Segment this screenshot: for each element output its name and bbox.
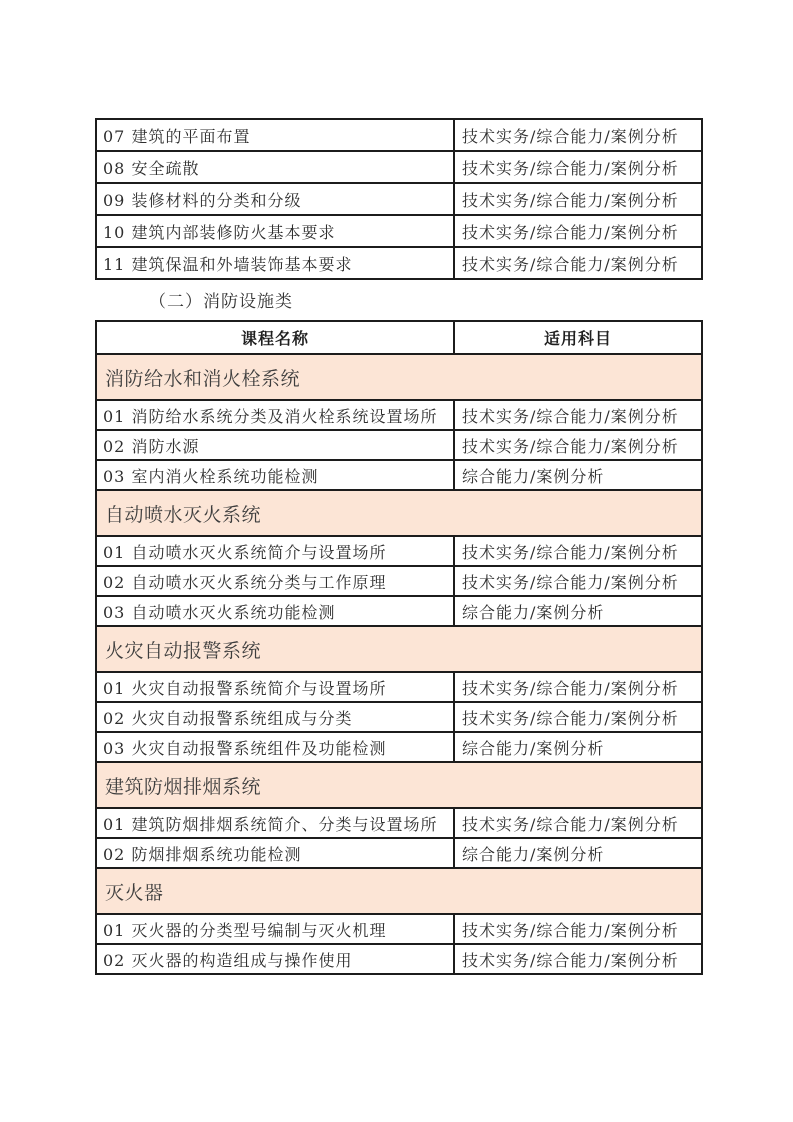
subjects-cell: 技术实务/综合能力/案例分析 [454,215,702,247]
subjects-cell: 技术实务/综合能力/案例分析 [454,808,702,838]
subjects-cell: 技术实务/综合能力/案例分析 [454,151,702,183]
section-title-cell: 火灾自动报警系统 [96,626,702,672]
table-row [96,215,702,247]
course-cell: 10 建筑内部装修防火基本要求 [96,215,454,247]
course-cell: 02 火灾自动报警系统组成与分类 [96,702,454,732]
table-row [96,183,702,215]
subjects-cell: 技术实务/综合能力/案例分析 [454,400,702,430]
table-row [96,460,702,490]
table-row [96,151,702,183]
table-row [96,119,702,151]
course-cell: 09 装修材料的分类和分级 [96,183,454,215]
table-header-row [96,321,702,354]
course-cell: 07 建筑的平面布置 [96,119,454,151]
course-cell: 03 室内消火栓系统功能检测 [96,460,454,490]
section-header-row [96,490,702,536]
table-row [96,536,702,566]
table-row [96,566,702,596]
course-cell: 03 火灾自动报警系统组件及功能检测 [96,732,454,762]
course-cell: 02 自动喷水灭火系统分类与工作原理 [96,566,454,596]
building-fire-courses-table [95,118,703,280]
table-row [96,808,702,838]
section-title-cell: 消防给水和消火栓系统 [96,354,702,400]
course-cell: 01 建筑防烟排烟系统简介、分类与设置场所 [96,808,454,838]
subjects-cell: 技术实务/综合能力/案例分析 [454,430,702,460]
table-row [96,672,702,702]
course-cell: 01 火灾自动报警系统简介与设置场所 [96,672,454,702]
table-row [96,247,702,279]
subjects-cell: 技术实务/综合能力/案例分析 [454,702,702,732]
course-cell: 02 灭火器的构造组成与操作使用 [96,944,454,974]
table-row [96,430,702,460]
subjects-cell: 技术实务/综合能力/案例分析 [454,247,702,279]
table-row [96,732,702,762]
subjects-cell: 综合能力/案例分析 [454,838,702,868]
table-row [96,596,702,626]
course-cell: 01 消防给水系统分类及消火栓系统设置场所 [96,400,454,430]
subjects-cell: 技术实务/综合能力/案例分析 [454,183,702,215]
subjects-cell: 综合能力/案例分析 [454,596,702,626]
section-header-row [96,868,702,914]
subjects-cell: 技术实务/综合能力/案例分析 [454,119,702,151]
course-cell: 08 安全疏散 [96,151,454,183]
course-cell: 02 消防水源 [96,430,454,460]
subjects-cell: 技术实务/综合能力/案例分析 [454,566,702,596]
subjects-cell: 综合能力/案例分析 [454,732,702,762]
column-header-applicable-subjects: 适用科目 [454,321,702,354]
course-cell: 02 防烟排烟系统功能检测 [96,838,454,868]
subjects-cell: 技术实务/综合能力/案例分析 [454,672,702,702]
table-row [96,914,702,944]
subjects-cell: 技术实务/综合能力/案例分析 [454,944,702,974]
course-cell: 01 自动喷水灭火系统简介与设置场所 [96,536,454,566]
section-heading: （二）消防设施类 [149,292,293,312]
section-header-row [96,626,702,672]
table-row [96,838,702,868]
course-cell: 03 自动喷水灭火系统功能检测 [96,596,454,626]
section-title-cell: 灭火器 [96,868,702,914]
section-header-row [96,354,702,400]
table-row [96,944,702,974]
table-row [96,702,702,732]
subjects-cell: 技术实务/综合能力/案例分析 [454,914,702,944]
section-header-row [96,762,702,808]
table-row [96,400,702,430]
subjects-cell: 综合能力/案例分析 [454,460,702,490]
column-header-course-name: 课程名称 [96,321,454,354]
course-cell: 11 建筑保温和外墙装饰基本要求 [96,247,454,279]
course-cell: 01 灭火器的分类型号编制与灭火机理 [96,914,454,944]
subjects-cell: 技术实务/综合能力/案例分析 [454,536,702,566]
fire-facilities-courses-table [95,320,703,975]
section-title-cell: 自动喷水灭火系统 [96,490,702,536]
section-title-cell: 建筑防烟排烟系统 [96,762,702,808]
